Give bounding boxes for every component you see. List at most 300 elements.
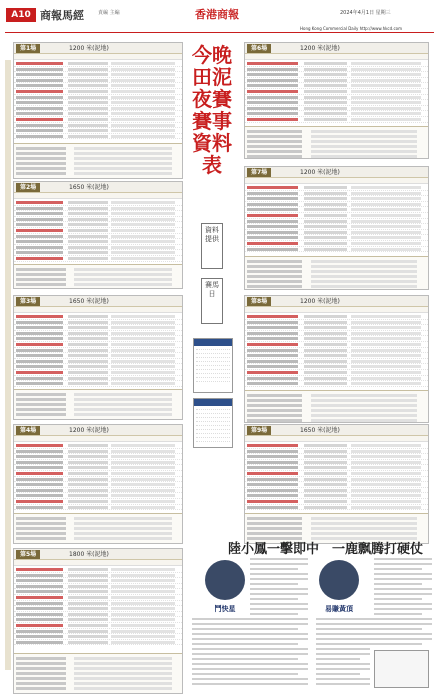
text-placeholder <box>304 506 348 509</box>
text-placeholder <box>247 107 298 110</box>
text-placeholder <box>111 489 175 492</box>
text-placeholder <box>311 275 417 278</box>
text-placeholder <box>247 522 302 525</box>
text-line <box>250 613 298 615</box>
text-placeholder <box>74 517 171 520</box>
text-placeholder <box>16 257 63 260</box>
text-placeholder <box>68 201 108 204</box>
text-line <box>316 673 360 675</box>
text-placeholder <box>351 203 421 206</box>
tips-box <box>245 126 428 159</box>
text-placeholder <box>304 349 348 352</box>
text-line <box>374 593 432 595</box>
text-placeholder <box>16 68 63 71</box>
race-title-bar <box>245 425 428 436</box>
text-line <box>374 598 422 600</box>
text-placeholder <box>304 101 348 104</box>
text-placeholder <box>351 315 421 318</box>
text-line <box>192 618 308 620</box>
text-placeholder <box>111 377 175 380</box>
text-placeholder <box>351 107 421 110</box>
text-placeholder <box>304 444 348 447</box>
text-line <box>250 573 308 575</box>
race-distance: 1200 米(泥地) <box>300 169 340 176</box>
text-placeholder <box>247 478 298 481</box>
text-placeholder <box>16 585 63 588</box>
text-placeholder <box>247 248 298 251</box>
text-placeholder <box>247 419 302 422</box>
race-number: 第6場 <box>247 44 271 53</box>
text-placeholder <box>16 218 63 221</box>
race-title-bar <box>14 549 182 560</box>
text-line <box>192 648 308 650</box>
text-placeholder <box>68 251 108 254</box>
runner-table <box>14 314 182 387</box>
text-placeholder <box>247 365 298 368</box>
text-placeholder <box>247 371 298 374</box>
text-line <box>192 658 298 660</box>
runner-table <box>245 185 428 252</box>
race-number: 第3場 <box>16 297 40 306</box>
text-placeholder <box>247 450 298 453</box>
text-placeholder <box>16 152 66 155</box>
text-placeholder <box>74 657 171 660</box>
text-placeholder <box>111 337 175 340</box>
race-card-3 <box>13 295 183 420</box>
text-line <box>250 578 308 580</box>
text-placeholder <box>68 118 108 121</box>
text-placeholder <box>16 246 63 249</box>
text-placeholder <box>16 129 63 132</box>
text-placeholder <box>351 236 421 239</box>
text-placeholder <box>16 455 63 458</box>
runner-row <box>14 256 182 262</box>
text-line <box>374 573 432 575</box>
text-placeholder <box>247 79 298 82</box>
table-header <box>14 436 182 442</box>
text-placeholder <box>16 579 63 582</box>
text-placeholder <box>304 377 348 380</box>
text-placeholder <box>304 236 348 239</box>
text-placeholder <box>111 129 175 132</box>
race-number: 第5場 <box>16 550 40 559</box>
left-margin-strip <box>5 60 11 670</box>
text-placeholder <box>111 90 175 93</box>
text-line <box>250 583 298 585</box>
runner-table <box>245 443 428 510</box>
text-placeholder <box>68 489 108 492</box>
text-placeholder <box>68 68 108 71</box>
text-line <box>374 558 432 560</box>
text-placeholder <box>111 360 175 363</box>
text-placeholder <box>111 135 175 138</box>
text-placeholder <box>247 270 302 273</box>
text-placeholder <box>304 225 348 228</box>
text-placeholder <box>247 192 298 195</box>
table-header <box>14 193 182 199</box>
text-placeholder <box>111 235 175 238</box>
info-tag: 資料提供 <box>201 223 223 269</box>
tips-box <box>245 390 428 423</box>
text-placeholder <box>16 494 63 497</box>
text-placeholder <box>68 618 108 621</box>
text-placeholder <box>111 101 175 104</box>
text-placeholder <box>16 596 63 599</box>
text-placeholder <box>111 223 175 226</box>
text-placeholder <box>351 231 421 234</box>
text-placeholder <box>16 398 66 401</box>
text-placeholder <box>111 483 175 486</box>
race-number: 第2場 <box>16 183 40 192</box>
text-placeholder <box>16 489 63 492</box>
text-placeholder <box>111 590 175 593</box>
text-placeholder <box>16 403 66 406</box>
text-placeholder <box>351 118 421 121</box>
text-placeholder <box>311 394 417 397</box>
text-line <box>374 578 432 580</box>
text-placeholder <box>16 667 66 670</box>
text-placeholder <box>111 62 175 65</box>
text-placeholder <box>68 223 108 226</box>
article-left <box>190 538 320 693</box>
text-placeholder <box>74 268 171 271</box>
text-placeholder <box>351 248 421 251</box>
text-line <box>374 588 432 590</box>
text-placeholder <box>304 365 348 368</box>
race-title-bar <box>245 296 428 307</box>
text-placeholder <box>68 602 108 605</box>
text-placeholder <box>16 466 63 469</box>
text-placeholder <box>111 455 175 458</box>
text-placeholder <box>16 590 63 593</box>
text-placeholder <box>351 461 421 464</box>
text-placeholder <box>311 532 417 535</box>
mini-table <box>193 338 233 393</box>
text-placeholder <box>351 371 421 374</box>
text-placeholder <box>247 203 298 206</box>
text-placeholder <box>74 667 171 670</box>
text-placeholder <box>111 218 175 221</box>
text-placeholder <box>311 285 417 288</box>
text-placeholder <box>351 90 421 93</box>
runner-row <box>245 381 428 387</box>
text-placeholder <box>68 579 108 582</box>
text-placeholder <box>74 403 171 406</box>
runner-table <box>14 200 182 262</box>
race-title-bar <box>14 296 182 307</box>
text-placeholder <box>304 231 348 234</box>
text-placeholder <box>247 377 298 380</box>
text-placeholder <box>111 635 175 638</box>
text-placeholder <box>111 574 175 577</box>
text-placeholder <box>74 408 171 411</box>
text-placeholder <box>16 568 63 571</box>
text-placeholder <box>311 280 417 283</box>
text-placeholder <box>247 197 298 200</box>
runner-table <box>245 314 428 387</box>
text-placeholder <box>16 682 66 685</box>
text-placeholder <box>16 147 66 150</box>
text-placeholder <box>311 140 417 143</box>
text-placeholder <box>16 201 63 204</box>
text-placeholder <box>16 483 63 486</box>
text-placeholder <box>351 494 421 497</box>
article-right <box>314 538 434 693</box>
text-placeholder <box>247 532 302 535</box>
text-placeholder <box>247 155 302 158</box>
text-placeholder <box>111 466 175 469</box>
text-placeholder <box>16 354 63 357</box>
text-placeholder <box>351 365 421 368</box>
text-placeholder <box>16 635 63 638</box>
text-placeholder <box>16 107 63 110</box>
text-line <box>192 663 308 665</box>
text-placeholder <box>304 79 348 82</box>
race-number: 第1場 <box>16 44 40 53</box>
text-placeholder <box>247 118 298 121</box>
text-placeholder <box>247 186 298 189</box>
race-card-9 <box>244 424 429 544</box>
text-placeholder <box>304 84 348 87</box>
text-line <box>192 633 308 635</box>
text-line <box>192 623 308 625</box>
text-line <box>192 653 308 655</box>
text-placeholder <box>351 79 421 82</box>
text-line <box>250 608 308 610</box>
text-placeholder <box>351 321 421 324</box>
text-placeholder <box>304 466 348 469</box>
runner-row <box>245 117 428 123</box>
text-placeholder <box>311 414 417 417</box>
text-placeholder <box>16 240 63 243</box>
text-line <box>316 633 432 635</box>
text-line <box>316 623 432 625</box>
text-placeholder <box>16 315 63 318</box>
text-placeholder <box>16 365 63 368</box>
text-placeholder <box>311 419 417 422</box>
text-line <box>192 673 298 675</box>
tips-box <box>245 256 428 290</box>
text-placeholder <box>304 315 348 318</box>
text-line <box>250 593 308 595</box>
text-placeholder <box>247 444 298 447</box>
page-header <box>0 0 439 34</box>
text-line <box>374 583 422 585</box>
text-placeholder <box>111 630 175 633</box>
text-placeholder <box>16 607 63 610</box>
text-placeholder <box>16 62 63 65</box>
text-placeholder <box>111 618 175 621</box>
text-placeholder <box>311 404 417 407</box>
text-placeholder <box>351 444 421 447</box>
text-placeholder <box>16 207 63 210</box>
text-placeholder <box>16 162 66 165</box>
text-placeholder <box>311 517 417 520</box>
text-placeholder <box>16 461 63 464</box>
text-placeholder <box>74 413 171 416</box>
text-placeholder <box>304 186 348 189</box>
text-placeholder <box>111 444 175 447</box>
text-placeholder <box>111 624 175 627</box>
text-line <box>374 608 432 610</box>
race-number: 第4場 <box>16 426 40 435</box>
text-placeholder <box>111 354 175 357</box>
text-placeholder <box>68 354 108 357</box>
text-placeholder <box>16 537 66 540</box>
text-placeholder <box>74 152 171 155</box>
text-placeholder <box>111 212 175 215</box>
text-placeholder <box>111 349 175 352</box>
text-placeholder <box>247 394 302 397</box>
race-card-5 <box>13 548 183 694</box>
text-placeholder <box>304 208 348 211</box>
race-distance: 1200 米(泥地) <box>69 427 109 434</box>
text-placeholder <box>311 522 417 525</box>
race-card-1 <box>13 42 183 179</box>
mini-table-header <box>194 339 232 346</box>
text-placeholder <box>68 500 108 503</box>
text-placeholder <box>351 450 421 453</box>
text-placeholder <box>68 62 108 65</box>
text-placeholder <box>68 73 108 76</box>
text-placeholder <box>68 613 108 616</box>
text-placeholder <box>16 251 63 254</box>
runner-row <box>14 134 182 140</box>
text-placeholder <box>74 273 171 276</box>
text-placeholder <box>16 157 66 160</box>
text-placeholder <box>247 343 298 346</box>
text-placeholder <box>74 157 171 160</box>
text-placeholder <box>304 321 348 324</box>
race-card-4 <box>13 424 183 544</box>
text-placeholder <box>304 62 348 65</box>
text-line <box>192 638 308 640</box>
text-placeholder <box>74 172 171 175</box>
text-placeholder <box>111 365 175 368</box>
text-placeholder <box>68 257 108 260</box>
text-placeholder <box>311 155 417 158</box>
race-card-8 <box>244 295 429 423</box>
text-placeholder <box>111 607 175 610</box>
text-placeholder <box>351 349 421 352</box>
text-placeholder <box>247 472 298 475</box>
text-placeholder <box>68 574 108 577</box>
runner-table <box>245 61 428 123</box>
text-placeholder <box>74 278 171 281</box>
text-line <box>316 628 422 630</box>
text-placeholder <box>247 280 302 283</box>
text-placeholder <box>247 236 298 239</box>
text-placeholder <box>111 201 175 204</box>
text-placeholder <box>351 360 421 363</box>
text-placeholder <box>16 413 66 416</box>
tips-box <box>14 513 182 544</box>
header-rule <box>5 32 434 33</box>
text-placeholder <box>68 472 108 475</box>
text-placeholder <box>68 332 108 335</box>
text-placeholder <box>111 246 175 249</box>
text-placeholder <box>247 96 298 99</box>
text-placeholder <box>311 265 417 268</box>
text-placeholder <box>247 399 302 402</box>
text-placeholder <box>16 532 66 535</box>
text-placeholder <box>351 242 421 245</box>
text-placeholder <box>351 354 421 357</box>
text-line <box>374 603 432 605</box>
text-placeholder <box>304 220 348 223</box>
text-placeholder <box>111 585 175 588</box>
race-distance: 1200 米(泥地) <box>300 45 340 52</box>
text-placeholder <box>304 90 348 93</box>
text-placeholder <box>68 101 108 104</box>
text-placeholder <box>247 414 302 417</box>
race-title-bar <box>245 43 428 54</box>
text-placeholder <box>247 461 298 464</box>
text-placeholder <box>304 450 348 453</box>
text-placeholder <box>68 506 108 509</box>
runner-table <box>14 567 182 645</box>
text-placeholder <box>304 68 348 71</box>
text-placeholder <box>351 96 421 99</box>
text-line <box>192 683 308 685</box>
text-placeholder <box>74 522 171 525</box>
text-placeholder <box>68 568 108 571</box>
text-placeholder <box>68 450 108 453</box>
race-distance: 1200 米(泥地) <box>69 45 109 52</box>
text-placeholder <box>111 613 175 616</box>
text-placeholder <box>351 192 421 195</box>
text-placeholder <box>351 84 421 87</box>
text-placeholder <box>74 662 171 665</box>
text-placeholder <box>351 332 421 335</box>
text-placeholder <box>68 371 108 374</box>
text-line <box>250 563 308 565</box>
text-placeholder <box>68 229 108 232</box>
text-placeholder <box>351 382 421 385</box>
text-placeholder <box>74 672 171 675</box>
race-card-6 <box>244 42 429 159</box>
race-card-2 <box>13 181 183 289</box>
text-placeholder <box>68 246 108 249</box>
text-placeholder <box>16 223 63 226</box>
text-placeholder <box>247 208 298 211</box>
text-placeholder <box>68 641 108 644</box>
text-placeholder <box>68 315 108 318</box>
text-line <box>250 588 308 590</box>
text-placeholder <box>68 624 108 627</box>
text-placeholder <box>304 326 348 329</box>
text-placeholder <box>16 124 63 127</box>
text-placeholder <box>304 461 348 464</box>
text-placeholder <box>304 118 348 121</box>
text-placeholder <box>111 450 175 453</box>
text-placeholder <box>311 270 417 273</box>
info-tag-2: 賽馬日 <box>201 278 223 324</box>
text-placeholder <box>68 377 108 380</box>
text-placeholder <box>16 84 63 87</box>
text-placeholder <box>247 73 298 76</box>
text-line <box>192 668 308 670</box>
article-headline: 陸小鳳一擊即中 <box>228 542 320 557</box>
race-number: 第7場 <box>247 168 271 177</box>
text-placeholder <box>304 478 348 481</box>
race-distance: 1650 米(泥地) <box>300 427 340 434</box>
text-placeholder <box>247 265 302 268</box>
text-placeholder <box>16 321 63 324</box>
runner-row <box>14 381 182 387</box>
text-placeholder <box>68 349 108 352</box>
text-placeholder <box>68 478 108 481</box>
